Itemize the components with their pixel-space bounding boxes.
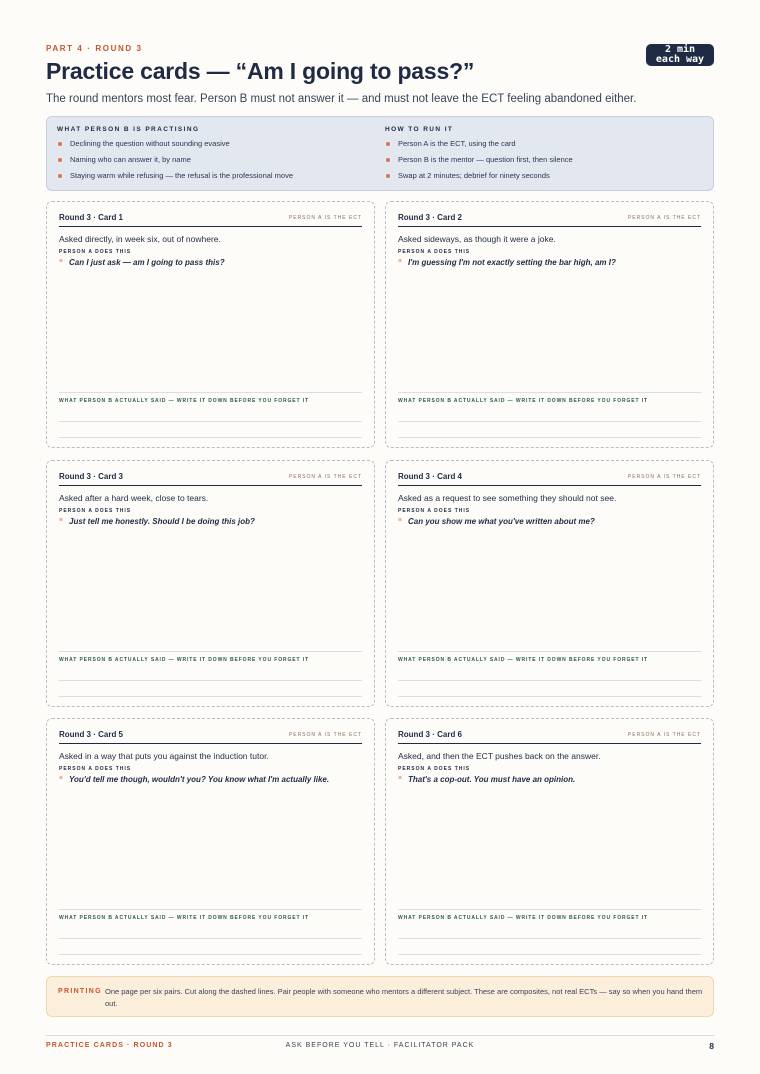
howto-list [385, 140, 705, 180]
card-quote-text: Can I just ask — am I going to pass this? [69, 258, 225, 267]
card-header [59, 470, 362, 486]
card-divider [398, 651, 701, 652]
card-answer-line [398, 421, 701, 422]
footer-section: PRACTICE CARDS · ROUND 3 [46, 1042, 173, 1049]
card-quote-text: Just tell me honestly. Should I be doing this job? [69, 517, 255, 526]
card-divider [398, 909, 701, 910]
card-role: PERSON A IS THE ECT [288, 215, 362, 221]
list-item [385, 172, 705, 180]
bullet-icon [386, 174, 390, 178]
quote-mark-icon: “ [398, 775, 402, 784]
list-item-text: Declining the question without sounding evasive [70, 139, 230, 148]
list-item [385, 156, 705, 164]
card-does-label: PERSON A DOES THIS [398, 249, 471, 255]
card-title: Round 3 · Card 4 [398, 472, 463, 481]
practice-card-2 [385, 201, 714, 448]
card-divider [59, 909, 362, 910]
practising-column [57, 126, 377, 188]
card-answer-line [398, 938, 701, 939]
card-setup: Asked, and then the ECT pushes back on the answer. [398, 751, 601, 761]
practising-heading: WHAT PERSON B IS PRACTISING [57, 126, 200, 133]
card-write-label: WHAT PERSON B ACTUALLY SAID — WRITE IT DOWN BEFORE YOU FORGET IT [398, 915, 649, 921]
card-role: PERSON A IS THE ECT [288, 474, 362, 480]
card-does-label: PERSON A DOES THIS [59, 766, 132, 772]
practice-card-3 [46, 460, 375, 707]
page [46, 0, 714, 1074]
card-title: Round 3 · Card 3 [59, 472, 124, 481]
card-setup: Asked sideways, as though it were a joke. [398, 234, 556, 244]
card-setup: Asked as a request to see something they should not see. [398, 493, 617, 503]
footer-title: ASK BEFORE YOU TELL · FACILITATOR PACK [285, 1042, 475, 1049]
card-answer-line [59, 696, 362, 697]
page-number: 8 [709, 1041, 714, 1051]
card-answer-line [59, 954, 362, 955]
info-panel [46, 116, 714, 191]
quote-mark-icon: “ [59, 775, 63, 784]
card-answer-line [398, 437, 701, 438]
practice-card-1 [46, 201, 375, 448]
howto-column [385, 126, 705, 188]
list-item-text: Swap at 2 minutes; debrief for ninety seconds [398, 171, 550, 180]
card-write-label: WHAT PERSON B ACTUALLY SAID — WRITE IT DOWN BEFORE YOU FORGET IT [398, 657, 649, 663]
page-title: Practice cards — “Am I going to pass?” [46, 58, 475, 84]
card-answer-line [398, 696, 701, 697]
quote-mark-icon: “ [398, 517, 402, 526]
card-setup: Asked directly, in week six, out of nowhere. [59, 234, 221, 244]
list-item [385, 140, 705, 148]
card-does-label: PERSON A DOES THIS [398, 508, 471, 514]
bullet-icon [58, 158, 62, 162]
practice-card-5 [46, 718, 375, 965]
list-item-text: Person B is the mentor — question first, then silence [398, 155, 573, 164]
card-title: Round 3 · Card 2 [398, 213, 463, 222]
card-setup: Asked after a hard week, close to tears. [59, 493, 209, 503]
printing-text: One page per six pairs. Cut along the dashed lines. Pair people with someone who mentors a different subject. These are composites, not real ECTs — say so when you hand them out. [105, 987, 703, 1008]
card-write-label: WHAT PERSON B ACTUALLY SAID — WRITE IT DOWN BEFORE YOU FORGET IT [59, 915, 310, 921]
list-item-text: Naming who can answer it, by name [70, 155, 191, 164]
card-role: PERSON A IS THE ECT [288, 732, 362, 738]
card-does-label: PERSON A DOES THIS [398, 766, 471, 772]
practice-card-4 [385, 460, 714, 707]
footer-divider [46, 1035, 714, 1036]
card-answer-line [59, 938, 362, 939]
card-quote-text: You'd tell me though, wouldn't you? You know what I'm actually like. [69, 775, 330, 784]
quote-mark-icon: “ [59, 258, 63, 267]
card-write-label: WHAT PERSON B ACTUALLY SAID — WRITE IT DOWN BEFORE YOU FORGET IT [59, 398, 310, 404]
card-does-label: PERSON A DOES THIS [59, 249, 132, 255]
list-item [57, 172, 377, 180]
card-answer-line [398, 680, 701, 681]
card-quote-text: I'm guessing I'm not exactly setting the bar high, am I? [408, 258, 616, 267]
printing-note [46, 976, 714, 1017]
card-role: PERSON A IS THE ECT [627, 732, 701, 738]
list-item-text: Person A is the ECT, using the card [398, 139, 516, 148]
time-badge-line2: each way [655, 54, 705, 65]
practice-card-6 [385, 718, 714, 965]
card-divider [59, 651, 362, 652]
card-header [59, 728, 362, 744]
card-quote [398, 775, 701, 784]
quote-mark-icon: “ [398, 258, 402, 267]
time-badge-line1: 2 min [664, 44, 696, 55]
card-write-label: WHAT PERSON B ACTUALLY SAID — WRITE IT DOWN BEFORE YOU FORGET IT [59, 657, 310, 663]
card-answer-line [59, 421, 362, 422]
card-role: PERSON A IS THE ECT [627, 215, 701, 221]
page-subtitle: The round mentors most fear. Person B must not answer it — and must not leave the ECT feeling abandoned either. [46, 93, 637, 105]
practising-list [57, 140, 377, 180]
card-answer-line [59, 680, 362, 681]
howto-heading: HOW TO RUN IT [385, 126, 454, 133]
card-title: Round 3 · Card 1 [59, 213, 124, 222]
card-quote [398, 517, 701, 526]
section-kicker: PART 4 · ROUND 3 [46, 44, 143, 53]
card-quote [59, 258, 362, 267]
bullet-icon [386, 142, 390, 146]
card-title: Round 3 · Card 6 [398, 730, 463, 739]
card-title: Round 3 · Card 5 [59, 730, 124, 739]
card-divider [398, 392, 701, 393]
card-setup: Asked in a way that puts you against the induction tutor. [59, 751, 269, 761]
card-does-label: PERSON A DOES THIS [59, 508, 132, 514]
card-quote [398, 258, 701, 267]
card-write-label: WHAT PERSON B ACTUALLY SAID — WRITE IT DOWN BEFORE YOU FORGET IT [398, 398, 649, 404]
card-quote-text: Can you show me what you've written about me? [408, 517, 595, 526]
card-header [398, 211, 701, 227]
card-quote-text: That's a cop-out. You must have an opinion. [408, 775, 576, 784]
quote-mark-icon: “ [59, 517, 63, 526]
card-quote [59, 775, 362, 784]
card-header [398, 470, 701, 486]
list-item [57, 156, 377, 164]
card-header [59, 211, 362, 227]
time-badge [646, 44, 714, 66]
card-divider [59, 392, 362, 393]
bullet-icon [58, 142, 62, 146]
card-header [398, 728, 701, 744]
bullet-icon [386, 158, 390, 162]
card-quote [59, 517, 362, 526]
list-item [57, 140, 377, 148]
bullet-icon [58, 174, 62, 178]
printing-label: PRINTING [58, 988, 102, 995]
card-answer-line [398, 954, 701, 955]
card-role: PERSON A IS THE ECT [627, 474, 701, 480]
list-item-text: Staying warm while refusing — the refusal is the professional move [70, 171, 294, 180]
card-answer-line [59, 437, 362, 438]
